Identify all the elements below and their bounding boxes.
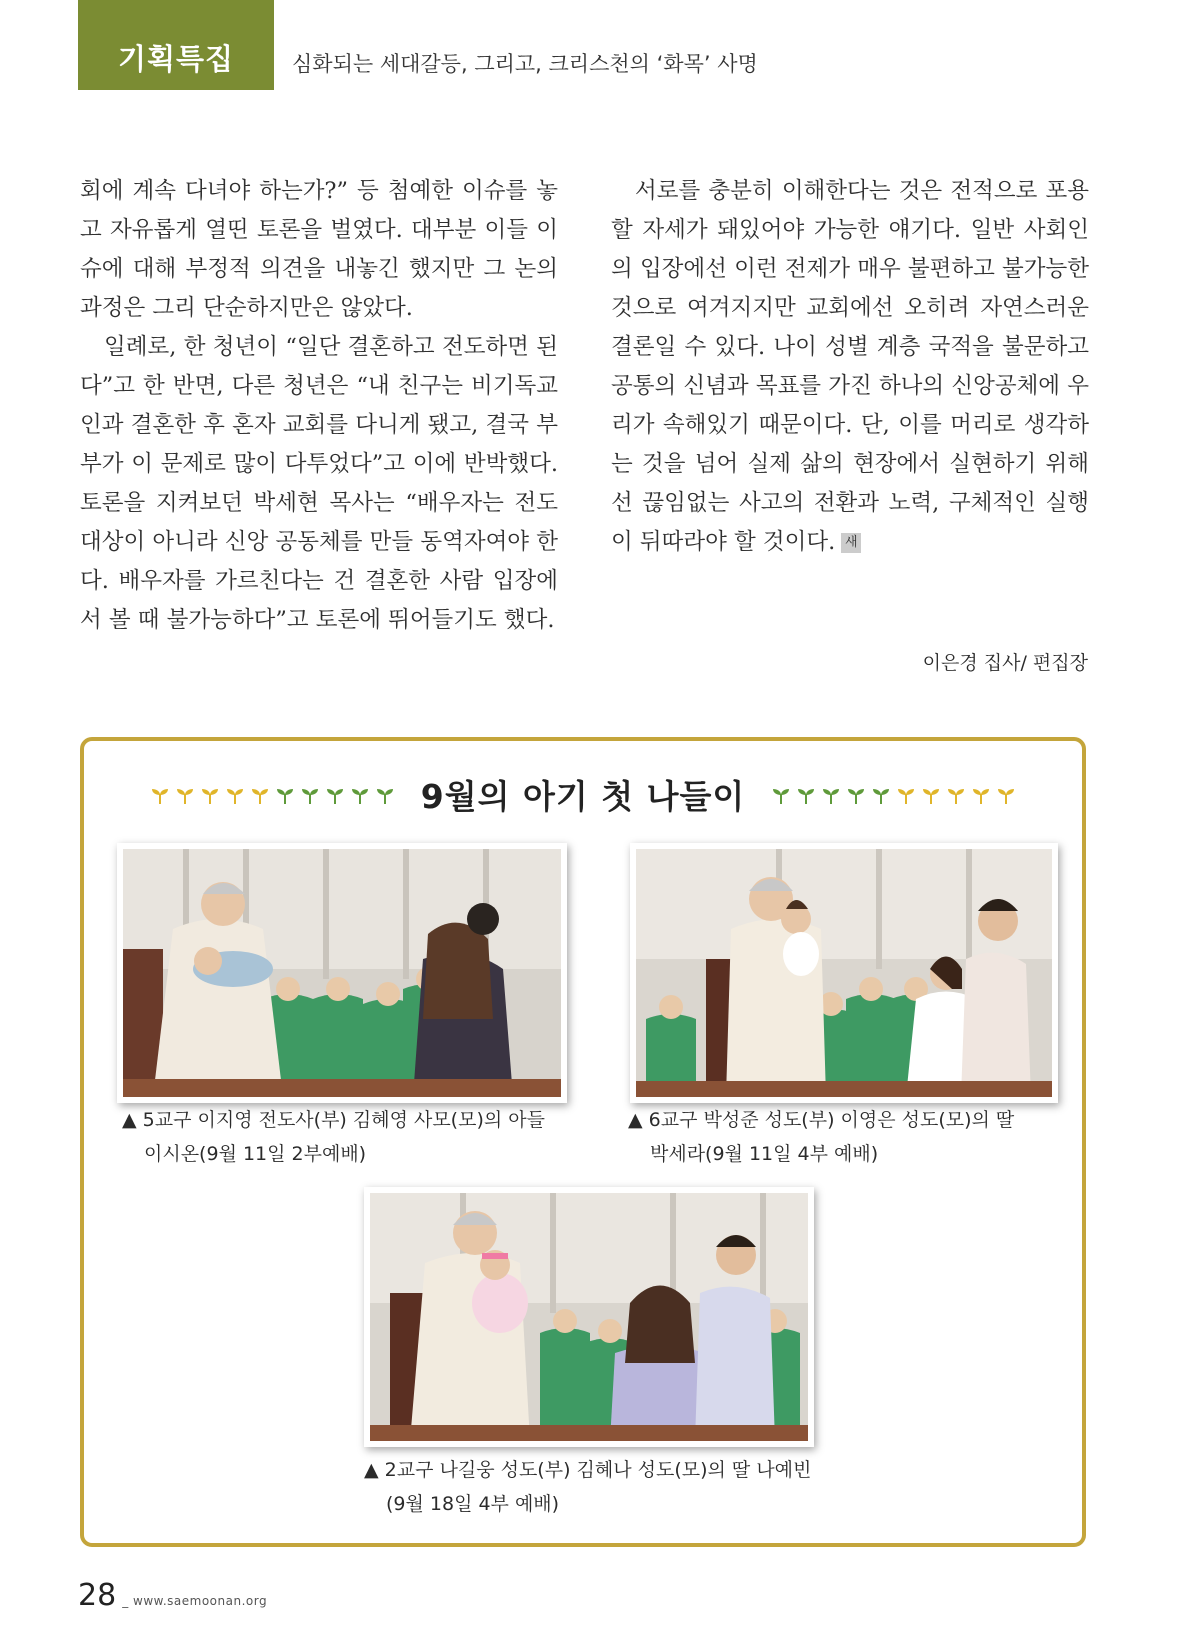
- caption-line: ▲ 5교구 이지영 전도사(부) 김혜영 사모(모)의 아들: [122, 1109, 545, 1131]
- sprout-icon: [771, 786, 791, 804]
- sprout-icon: [846, 786, 866, 804]
- baby-photo-1: [117, 843, 567, 1103]
- caption-line: 이시온(9월 11일 2부예배): [144, 1143, 367, 1165]
- article-column-right: [611, 172, 1089, 562]
- article-paragraph: 회에 계속 다녀야 하는가?” 등 첨예한 이슈를 놓고 자유롭게 열띤 토론을 벌였다. 대부분 이들 이슈에 대해 부정적 의견을 내놓긴 했지만 그 논의 과정은 그리 단순하지만은 않았다.: [80, 178, 558, 321]
- article-series-title: 심화되는 세대갈등, 그리고, 크리스천의 ‘화목’ 사명: [292, 52, 758, 76]
- sprout-icon: [946, 786, 966, 804]
- article-paragraph: [611, 172, 1089, 562]
- box-title: 9월의 아기 첫 나들이: [420, 777, 746, 816]
- footer-url: _ www.saemoonan.org: [122, 1594, 268, 1608]
- article-column-left: [80, 172, 558, 640]
- sprout-icon: [225, 786, 245, 804]
- sprout-icon: [375, 786, 395, 804]
- caption-line: ▲ 2교구 나길웅 성도(부) 김혜나 성도(모)의 딸 나예빈: [364, 1459, 812, 1481]
- page-footer: [78, 1578, 267, 1613]
- sprout-icon: [921, 786, 941, 804]
- photo-caption-2: [628, 1103, 1014, 1171]
- sprout-icon: [325, 786, 345, 804]
- sprout-icon: [250, 786, 270, 804]
- caption-line: ▲ 6교구 박성준 성도(부) 이영은 성도(모)의 딸: [628, 1109, 1015, 1131]
- baby-photo-2: [630, 843, 1058, 1103]
- sprout-icon: [871, 786, 891, 804]
- caption-line: 박세라(9월 11일 4부 예배): [650, 1143, 879, 1165]
- sprout-icon: [200, 786, 220, 804]
- sprout-icon: [350, 786, 370, 804]
- baby-blessing-photo-icon: [370, 1193, 808, 1441]
- page-number: 28: [78, 1578, 117, 1613]
- sprout-icon: [896, 786, 916, 804]
- box-title-row: [84, 771, 1082, 818]
- sprout-icon: [175, 786, 195, 804]
- baby-photo-3: [364, 1187, 814, 1447]
- baby-blessing-photo-icon: [636, 849, 1052, 1097]
- sprout-icon: [996, 786, 1016, 804]
- article-paragraph: 일례로, 한 청년이 “일단 결혼하고 전도하면 된다”고 한 반면, 다른 청년은 “내 친구는 비기독교인과 결혼한 후 혼자 교회를 다니게 됐고, 결국 부부가 이 문제로 많이 다투었다”고 이에 반박했다. 토론을 지켜보던 박세현 목사는 “배우자는 전도 대상이 아니라 신앙 공동체를 만들 동역자여야 한다. 배우자를 가르친다는 건 결혼한 사람 입장에서 볼 때 불가능하다”고 토론에 뛰어들기도 했다.: [80, 334, 558, 633]
- photo-caption-3: [364, 1453, 811, 1521]
- sprout-icon: [150, 786, 170, 804]
- section-label: 기획특집: [78, 0, 274, 90]
- article-byline: 이은경 집사/ 편집장: [922, 652, 1088, 674]
- sprout-icon: [275, 786, 295, 804]
- article-paragraph-text: 서로를 충분히 이해한다는 것은 전적으로 포용할 자세가 돼있어야 가능한 얘기다. 일반 사회인의 입장에선 이런 전제가 매우 불편하고 불가능한 것으로 여겨지지만 교회에선 오히려 자연스러운 결론일 수 있다. 나이 성별 계층 국적을 불문하고 공통의 신념과 목표를 가진 하나의 신앙공체에 우리가 속해있기 때문이다. 단, 이를 머리로 생각하는 것을 넘어 실제 삶의 현장에서 실현하기 위해선 끊임없는 사고의 전환과 노력, 구체적인 실행이 뒤따라야 할 것이다.: [611, 178, 1089, 555]
- sprout-decoration-left: [150, 786, 395, 804]
- caption-line: (9월 18일 4부 예배): [386, 1493, 560, 1515]
- sprout-decoration-right: [771, 786, 1016, 804]
- sprout-icon: [796, 786, 816, 804]
- photo-caption-1: [122, 1103, 545, 1171]
- sprout-icon: [971, 786, 991, 804]
- end-mark-icon: 새: [841, 533, 861, 553]
- sprout-icon: [821, 786, 841, 804]
- sprout-icon: [300, 786, 320, 804]
- baby-dedication-box: [80, 737, 1086, 1547]
- baby-blessing-photo-icon: [123, 849, 561, 1097]
